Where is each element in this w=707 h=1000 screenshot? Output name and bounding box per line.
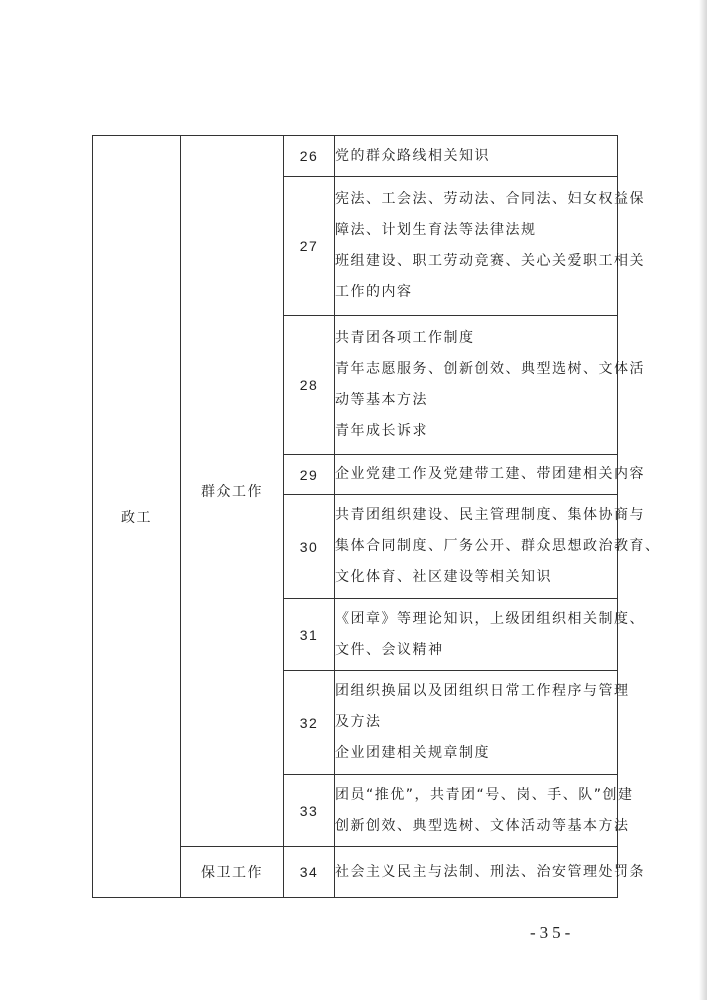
row-number: 32 — [284, 671, 335, 775]
category-label: 政工 — [121, 509, 152, 526]
row-content — [335, 599, 645, 671]
content-line: 共青团各项工作制度 — [335, 330, 475, 346]
content-line: 《团章》等理论知识，上级团组织相关制度、 — [335, 610, 645, 627]
content-line: 企业党建工作及党建带工建、带团建相关内容 — [335, 466, 645, 482]
content-line: 动等基本方法 — [335, 392, 428, 408]
row-content — [335, 847, 645, 898]
content-line: 企业团建相关规章制度 — [335, 745, 490, 761]
content-line: 文化体育、社区建设等相关知识 — [335, 569, 552, 585]
row-number: 34 — [284, 847, 335, 898]
content-line: 障法、计划生育法等法律法规 — [335, 222, 537, 238]
content-line: 社会主义民主与法制、刑法、治安管理处罚条 — [335, 863, 645, 880]
content-line: 青年成长诉求 — [335, 423, 428, 439]
row-content — [335, 495, 661, 599]
content-line: 及方法 — [335, 714, 382, 730]
content-line: 团组织换届以及团组织日常工作程序与管理 — [335, 683, 630, 699]
row-content — [335, 671, 630, 775]
content-line: 宪法、工会法、劳动法、合同法、妇女权益保 — [335, 191, 645, 207]
row-content — [335, 316, 645, 455]
content-line: 班组建设、职工劳动竞赛、关心关爱职工相关 — [335, 253, 645, 269]
category-cell — [93, 136, 181, 898]
content-line: 集体合同制度、厂务公开、群众思想政治教育、 — [335, 538, 661, 554]
group-cell — [181, 847, 284, 898]
scan-edge — [699, 0, 707, 1000]
page-number: -35- — [530, 923, 575, 942]
group-cell — [181, 136, 284, 847]
content-line: 青年志愿服务、创新创效、典型选树、文体活 — [335, 361, 645, 377]
content-line: 共青团组织建设、民主管理制度、集体协商与 — [335, 507, 645, 523]
group-label: 群众工作 — [201, 484, 263, 500]
group-label: 保卫工作 — [201, 865, 263, 881]
row-number: 31 — [284, 599, 335, 671]
row-content — [335, 775, 634, 847]
row-number: 30 — [284, 495, 335, 599]
row-content — [335, 136, 618, 177]
row-content — [335, 455, 645, 495]
row-number: 28 — [284, 316, 335, 455]
content-line: 文件、会议精神 — [335, 641, 444, 658]
row-number: 29 — [284, 455, 335, 495]
content-line: 创新创效、典型选树、文体活动等基本方法 — [335, 817, 630, 834]
content-line: 团员“推优”，共青团“号、岗、手、队”创建 — [335, 786, 634, 803]
content-table — [92, 135, 661, 898]
content-line: 党的群众路线相关知识 — [335, 147, 490, 164]
row-number: 27 — [284, 177, 335, 316]
content-line: 工作的内容 — [335, 284, 413, 300]
row-number: 26 — [284, 136, 335, 177]
row-content — [335, 177, 645, 316]
row-number: 33 — [284, 775, 335, 847]
